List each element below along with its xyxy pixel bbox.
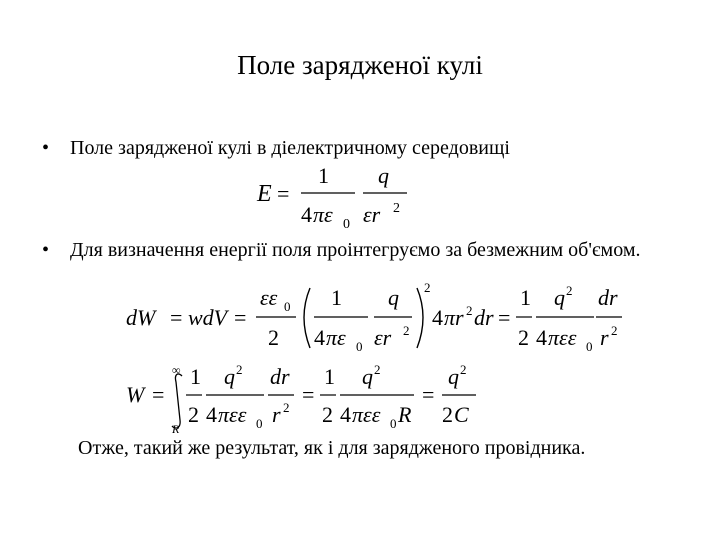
svg-text:r: r	[272, 402, 281, 427]
bullet-marker: •	[42, 239, 50, 261]
formula-energy-differential-svg	[124, 280, 624, 355]
formula-field-strength	[255, 160, 415, 230]
svg-text:1: 1	[318, 163, 329, 188]
svg-text:R: R	[172, 422, 180, 436]
svg-text:2: 2	[518, 325, 529, 350]
svg-text:2: 2	[611, 323, 618, 338]
bullet-text-field-in-dielectric: Поле зарядженої кулі в діелектричному середовищі	[70, 137, 510, 159]
svg-text:1: 1	[324, 364, 335, 389]
svg-text:πr: πr	[444, 305, 464, 330]
formula-field-strength-svg	[255, 160, 415, 230]
svg-text:1: 1	[331, 285, 342, 310]
svg-text:1: 1	[190, 364, 201, 389]
svg-text:2: 2	[466, 303, 473, 318]
svg-text:2: 2	[268, 325, 279, 350]
svg-text:εε: εε	[260, 285, 278, 310]
svg-text:2: 2	[283, 400, 290, 415]
svg-text:q: q	[554, 285, 565, 310]
svg-text:=: =	[498, 305, 511, 330]
svg-text:0: 0	[356, 339, 363, 354]
svg-text:4: 4	[340, 402, 351, 427]
svg-text:2: 2	[236, 362, 243, 377]
svg-text:=: =	[422, 382, 435, 407]
svg-text:W: W	[126, 382, 145, 407]
svg-text:4: 4	[432, 305, 443, 330]
svg-text:4: 4	[536, 325, 547, 350]
svg-text:εr: εr	[363, 202, 381, 227]
conclusion-text: Отже, такий же результат, як і для зарядженого провідника.	[78, 437, 586, 459]
svg-text:r: r	[600, 325, 609, 350]
svg-text:dr: dr	[270, 364, 290, 389]
svg-text:4: 4	[314, 325, 325, 350]
svg-text:q: q	[224, 364, 235, 389]
svg-text:4: 4	[206, 402, 217, 427]
bullet-marker: •	[42, 137, 50, 159]
svg-text:πε: πε	[326, 325, 346, 350]
svg-text:q: q	[362, 364, 373, 389]
svg-text:πεε: πεε	[352, 402, 381, 427]
svg-text:=: =	[277, 181, 290, 206]
svg-text:2: 2	[424, 280, 431, 295]
svg-text:πεε: πεε	[548, 325, 577, 350]
svg-text:2: 2	[403, 323, 410, 338]
svg-text:q: q	[378, 163, 389, 188]
svg-text:∞: ∞	[172, 363, 181, 377]
svg-text:0: 0	[586, 339, 593, 354]
svg-text:2: 2	[566, 283, 573, 298]
svg-text:C: C	[454, 402, 469, 427]
svg-text:πεε: πεε	[218, 402, 247, 427]
svg-text:2: 2	[188, 402, 199, 427]
svg-text:2: 2	[374, 362, 381, 377]
slide-title: Поле зарядженої кулі	[237, 50, 483, 80]
formula-energy-differential	[124, 280, 624, 355]
svg-text:dr: dr	[598, 285, 618, 310]
svg-text:1: 1	[520, 285, 531, 310]
svg-text:0: 0	[284, 299, 291, 314]
svg-text:dW: dW	[126, 305, 156, 330]
svg-text:2: 2	[460, 362, 467, 377]
svg-text:=: =	[302, 382, 315, 407]
svg-text:2: 2	[442, 402, 453, 427]
svg-text:wdV: wdV	[188, 305, 228, 330]
svg-text:εr: εr	[374, 325, 392, 350]
svg-text:q: q	[448, 364, 459, 389]
svg-text:q: q	[388, 285, 399, 310]
svg-text:4: 4	[301, 202, 312, 227]
svg-text:0: 0	[256, 416, 263, 431]
svg-text:dr: dr	[474, 305, 494, 330]
formula-total-energy	[124, 360, 484, 435]
svg-text:0: 0	[390, 416, 397, 431]
formula-total-energy-svg	[124, 360, 484, 435]
svg-text:R: R	[398, 402, 412, 427]
svg-text:πε: πε	[313, 202, 333, 227]
svg-text:=: =	[170, 305, 183, 330]
svg-text:=: =	[234, 305, 247, 330]
svg-text:=: =	[152, 382, 165, 407]
svg-text:2: 2	[393, 201, 400, 216]
bullet-text-integration: Для визначення енергії поля проінтегруємо за безмежним об'ємом.	[70, 239, 641, 261]
svg-text:2: 2	[322, 402, 333, 427]
svg-text:E: E	[257, 181, 272, 207]
svg-text:0: 0	[343, 217, 350, 232]
